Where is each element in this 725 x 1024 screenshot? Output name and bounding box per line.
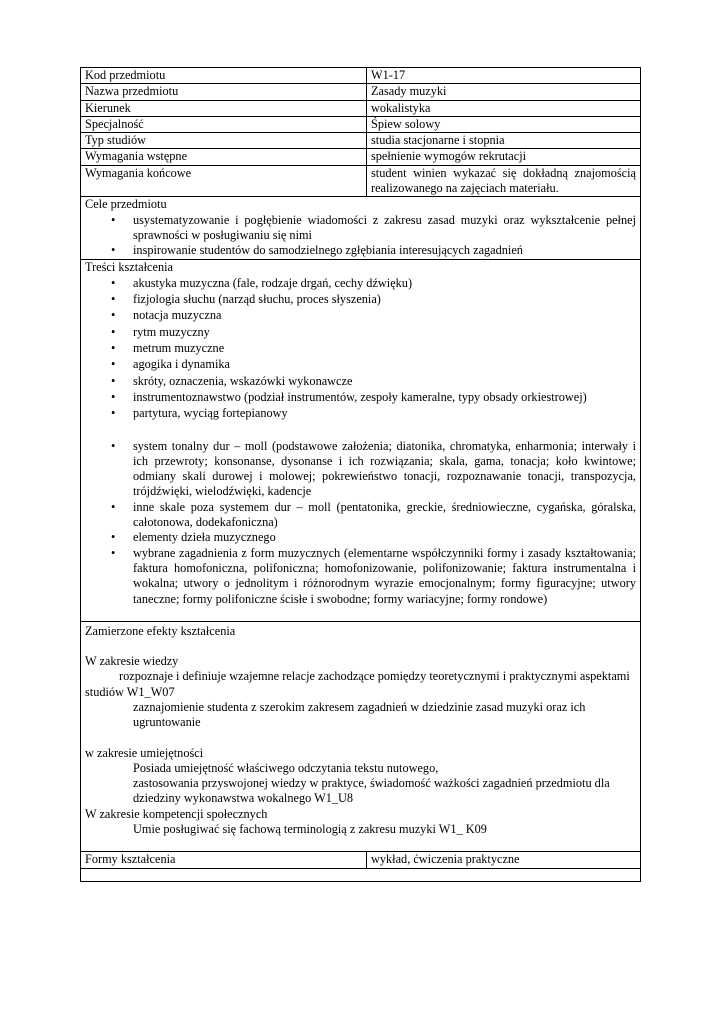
value-formy: wykład, ćwiczenia praktyczne	[367, 852, 641, 868]
label-specjalnosc: Specjalność	[81, 116, 367, 132]
wiedza-item-1: rozpoznaje i definiuje wzajemne relacje zachodzące pomiędzy teoretycznymi i praktycznymi aspektami studiów W1_W07	[85, 669, 630, 699]
list-item: • wybrane zagadnienia z form muzycznych (elementarne współczynniki formy i zasady kształtowania; faktura homofoniczna, polifoniczna; homofonizowanie, polifonizowanie; faktura instrumentalna i wokalna; utwory o jednolitym i różnorodnym wyrazie emocjonalnym; formy figuracyjne; utwory taneczne; formy polifoniczne ścisłe i swobodne; formy wariacyjne; formy rondowe)	[133, 546, 636, 607]
label-nazwa: Nazwa przedmiotu	[81, 84, 367, 100]
tresci-list	[85, 276, 636, 607]
umiejetnosci-item-2: zastosowania przyswojonej wiedzy w praktyce, świadomość ważkości zagadnień przedmiotu dla dziedziny wykonawstwa wokalnego W1_U8	[133, 776, 610, 806]
list-item: • usystematyzowanie i pogłębienie wiadomości z zakresu zasad muzyki oraz wykształcenie pełnej sprawności w posługiwaniu się nimi	[133, 213, 636, 244]
value-typ-studiow: studia stacjonarne i stopnia	[367, 133, 641, 149]
label-wymagania-wstepne: Wymagania wstępne	[81, 149, 367, 165]
list-item: • rytm muzyczny	[133, 325, 636, 340]
row-empty	[81, 868, 641, 881]
row-tresci	[81, 259, 641, 621]
tresci-title: Treści kształcenia	[85, 259, 173, 274]
row-nazwa	[81, 84, 641, 100]
value-wymagania-wstepne: spełnienie wymogów rekrutacji	[367, 149, 641, 165]
wiedza-item-2: zaznajomienie studenta z szerokim zakresem zagadnień w dziedzinie zasad muzyki oraz ich ugruntowanie	[133, 699, 586, 730]
row-kierunek	[81, 100, 641, 116]
list-item: • metrum muzyczne	[133, 341, 636, 356]
value-nazwa: Zasady muzyki	[367, 84, 641, 100]
value-kod: W1-17	[367, 68, 641, 84]
value-wymagania-koncowe: student winien wykazać się dokładną znajomością realizowanego na zajęciach materiału.	[367, 165, 641, 197]
row-kod	[81, 68, 641, 84]
wiedza-title: W zakresie wiedzy	[85, 654, 179, 669]
list-item: • skróty, oznaczenia, wskazówki wykonawcze	[133, 374, 636, 389]
row-efekty	[81, 621, 641, 852]
list-item: • instrumentoznawstwo (podział instrumentów, zespoły kameralne, typy obsady orkiestrowej)	[133, 390, 636, 405]
tresci-cell	[81, 259, 641, 621]
label-kierunek: Kierunek	[81, 100, 367, 116]
umiejetnosci-title: w zakresie umiejętności	[85, 745, 204, 760]
row-wymagania-koncowe	[81, 165, 641, 197]
label-typ-studiow: Typ studiów	[81, 133, 367, 149]
label-kod: Kod przedmiotu	[81, 68, 367, 84]
list-item: • partytura, wyciąg fortepianowy	[133, 406, 636, 421]
cele-cell	[81, 197, 641, 259]
course-syllabus-table	[80, 67, 641, 882]
row-formy	[81, 852, 641, 868]
empty-cell	[81, 868, 641, 881]
list-item: • agogika i dynamika	[133, 357, 636, 372]
kompetencje-item-1: Umie posługiwać się fachową terminologią z zakresu muzyki W1_ K09	[133, 822, 487, 837]
list-item: • inspirowanie studentów do samodzielnego zgłębiania interesujących zagadnień	[133, 243, 636, 258]
label-formy: Formy kształcenia	[81, 852, 367, 868]
list-item: • akustyka muzyczna (fale, rodzaje drgań, cechy dźwięku)	[133, 276, 636, 291]
value-kierunek: wokalistyka	[367, 100, 641, 116]
cele-list	[85, 213, 636, 259]
label-wymagania-koncowe: Wymagania końcowe	[81, 165, 367, 197]
efekty-title: Zamierzone efekty kształcenia	[85, 623, 236, 638]
cele-title: Cele przedmiotu	[85, 197, 167, 212]
row-specjalnosc	[81, 116, 641, 132]
list-item: • elementy dzieła muzycznego	[133, 530, 636, 545]
value-specjalnosc: Śpiew solowy	[367, 116, 641, 132]
list-item: • inne skale poza systemem dur – moll (pentatonika, greckie, średniowieczne, cygańska, góralska, całotonowa, dodekafoniczna)	[133, 500, 636, 531]
list-item: • fizjologia słuchu (narząd słuchu, proces słyszenia)	[133, 292, 636, 307]
row-cele	[81, 197, 641, 259]
umiejetnosci-item-1: Posiada umiejętność właściwego odczytania tekstu nutowego,	[133, 760, 439, 775]
list-item: • notacja muzyczna	[133, 308, 636, 323]
efekty-cell	[81, 621, 641, 852]
row-typ-studiow	[81, 133, 641, 149]
list-item: • system tonalny dur – moll (podstawowe założenia; diatonika, chromatyka, enharmonia; interwały i ich przewroty; konsonanse, dysonanse i ich rozwiązania; skala, gama, tonacja; koło kwintowe; odmiany skali durowej i molowej; pokrewieństwo tonacji, rozpoznawanie tonacji, transpozycja, trójdźwięki, wielodźwięki, kadencje	[133, 439, 636, 500]
kompetencje-title: W zakresie kompetencji społecznych	[85, 806, 268, 821]
row-wymagania-wstepne	[81, 149, 641, 165]
